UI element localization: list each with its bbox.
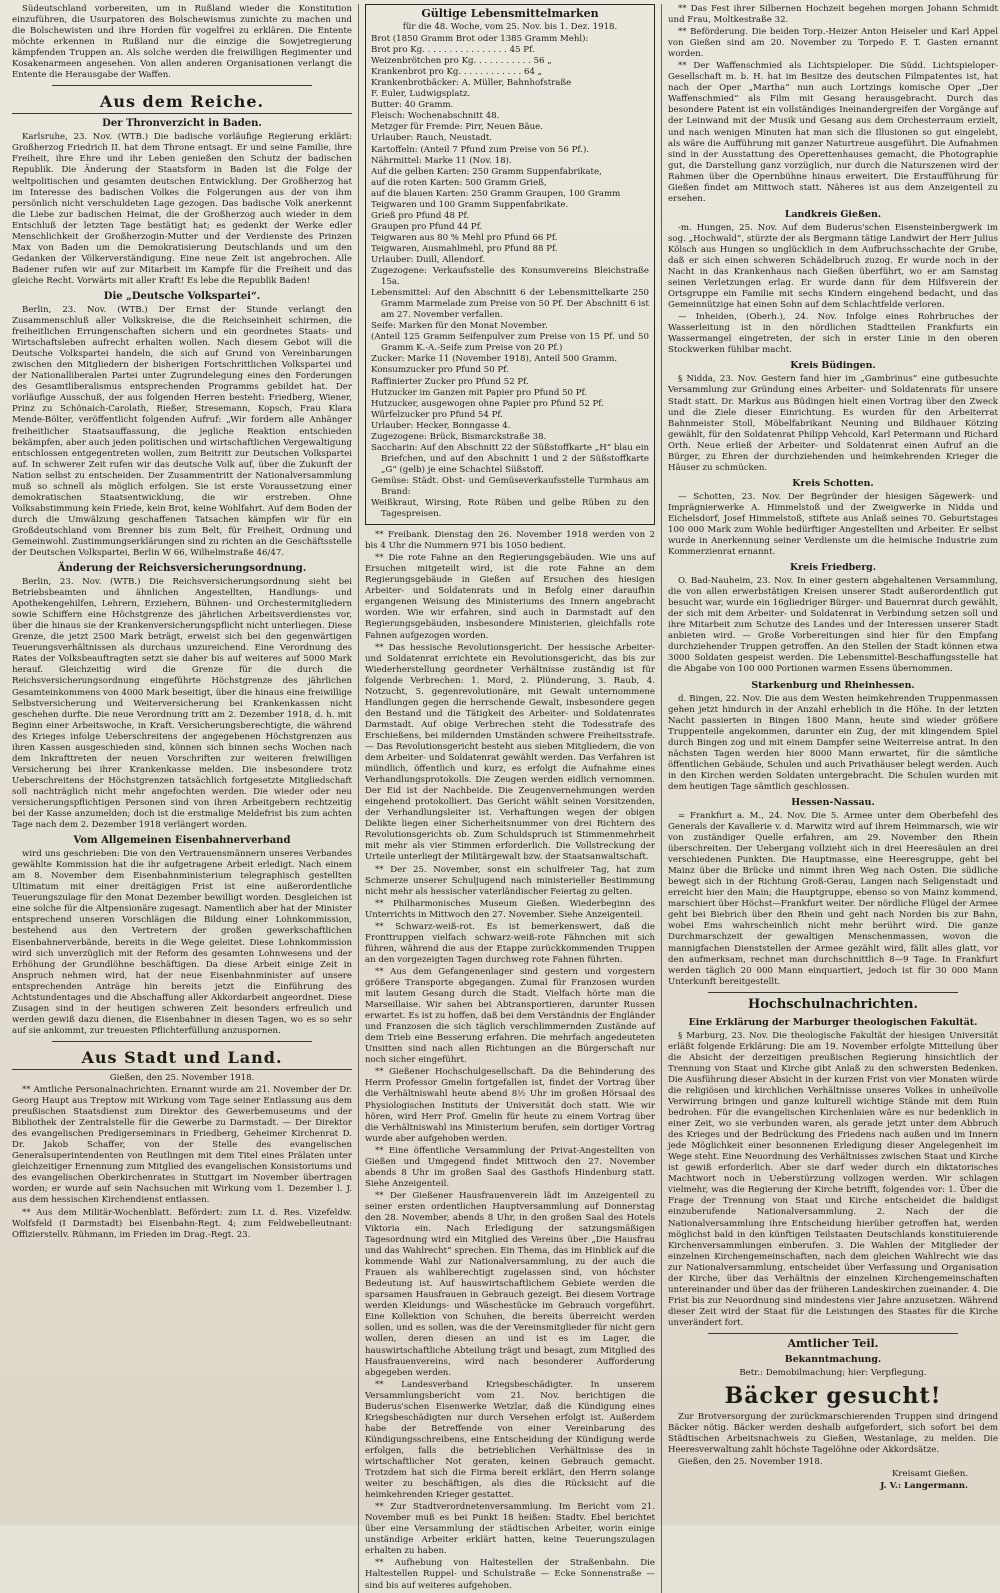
dateline: Gießen, den 25. November 1918. [109, 1072, 255, 1083]
intro-paragraph: Südeutschland vorbereiten, um in Rußland wieder die Konstitution einzuführen, die Usurpatoren des Bolschewismus zunichte zu machen und die Bolschewisten und ihre Horden für vogelfrei zu erklären. Die Entente möchte erkennen in Rußland nur die einzige die Sowjetregierung kämpfenden Truppen an. Als solche werden die freiwilligen Regimenter und Kosakenarmeen angesehen. Von allen anderen Organisationen verlangt die Entente die Herausgabe der Waffen. [12, 4, 352, 81]
bekanntmachung-signature: J. V.: Langermann. [880, 1481, 968, 1492]
section-heading-hochschul: Hochschulnachrichten. [747, 996, 919, 1012]
article-text-nidda: § Nidda, 23. Nov. Gestern fand hier im „Gambrinus“ eine gutbesuchte Versammlung zur Gründung eines Arbeiter- und Soldatenrats für unsere Stadt statt. Dr. Markus aus Büdingen hielt einen Vortrag über den Zweck und die Ziele dieser Einrichtung. Es wurden für den Arbeiterrat Bahnmeister Stoll, Möbelfabrikant Neuning und Bildhauer Kötzing gewählt, für den Soldatenrat Philipp Vehcold, Karl Petermann und Richard Orth. Neue erließ der Arbeiter- und Soldatenrat einen Aufruf an die Bürger, zu Ehren der durchziehenden und heimkehrenden Krieger die Häuser zu schmücken. [668, 374, 998, 473]
article-text-hungen: -m. Hungen, 25. Nov. Auf dem Buderus'schen Eisensteinbergwerk im sog. „Hochwald“, stürzte der als Bergmann tätige Landwirt der Herr Julius Kölsch aus Hungen so unglücklich in dem Aufbruchsschachte der Grube, daß er sich einen schweren Schädelbruch zuzog. Er wurde noch in der Nacht in das Krankenhaus nach Gießen überführt, wo er am Samstag seinen Verletzungen erlag. Er wurde dann für dem Hilfsverein der Ortsgruppe ein Familie mit sechs Kindern eingehend bedacht, und das Gemeinnützige hat einen Sohn auf dem Schlachtfelde verloren. [668, 222, 998, 311]
bekanntmachung-text: Zur Brotversorgung der zurückmarschierenden Truppen sind dringend Bäcker nötig. Bäcker werden deshalb aufgefordert, sich sofort bei dem Städtischen Arbeitsnachweis zu Gießen, Westanlage, zu melden. Die Heeresverwaltung zahlt höchste Tagelöhne oder Akkordsätze. [668, 1412, 998, 1456]
article-heading-marburg: Eine Erklärung der Marburger theologischen Fakultät. [688, 1016, 978, 1028]
separator [52, 1041, 312, 1042]
separator [708, 1333, 958, 1334]
notice-revolutionsgericht: ** Das hessische Revolutionsgericht. Der hessische Arbeiter- und Soldatenrat errichtete ein Revolutionsgericht, das bis zur Wiederherstellung geordneter Verhältnisse zuständig ist für folgende Verbrechen: 1. Mord, 2. Plünderung, 3. Raub, 4. Notzucht, 5. gegenrevolutionäre, mit Gewalt unternommene Handlungen gegen die herrschende Gewalt, insbesondere gegen den Bestand und die Tätigkeit des Arbeiter- und Soldatenrates Darmstadt. Auf obige Verbrechen steht die Todesstrafe des Erschießens, bei mildernden Umständen schwere Freiheitsstrafe. — Das Revolutionsgericht besteht aus sieben Mitgliedern, die von dem Arbeiter- und Soldatenrat gewählt werden. Das Verfahren ist mündlich, öffentlich und kurz, es erfolgt die Aufnahme eines Verhandlungsprotokolls. Die Zeugen werden eidlich vernommen. Der Eid ist der Nachbeide. Die Zeugenvernehmungen werden eingehend protokolliert. Das Gericht wählt seinen Vorsitzenden, der Verhandlungsleiter ist. Verhaftungen wegen der obigen Delikte liegen einer Sicherheitsnummer von drei Richtern des Revolutionsgerichts ob. Zum Schuldspruch ist Stimmenmehrheit mit mehr als vier Stimmen erforderlich. Die Vollstreckung der Urteile unterliegt der Militärgewalt bzw. der Staatsanwaltschaft. [365, 642, 655, 863]
ration-line: Hutzucker im Ganzen mit Papier pro Pfund 50 Pf. [371, 387, 588, 398]
column-left [12, 4, 352, 1593]
ration-line: Kartoffeln: (Anteil 7 Pfund zum Preise von 56 Pf.). [371, 144, 590, 155]
bekanntmachung-office: Kreisamt Gießen. [891, 1469, 968, 1480]
column-rule [358, 4, 359, 1593]
article-text-frankfurt: = Frankfurt a. M., 24. Nov. Die 5. Armee unter dem Oberbefehl des Generals der Kavallerie v. d. Marwitz wird auf ihrem Heimmarsch, wie wir von zuständiger Quelle erfahren, am 29. November den Rhein überschreiten. Der Uebergang vollzieht sich in drei Heeresäulen an drei verschiedenen Punkten. Die Hauptmasse, eine Heeresgruppe, geht bei Mainz über die Brücke und nimmt ihren Weg nach Osten. Die südliche bewegt sich in der Richtung Groß-Gerau, Langen nach Seligenstadt und erreicht hier den Main; die Hauptgruppe, ebenso so von Mainz kommend, marschiert über Höchst—Frankfurt weiter. Der nördliche Flügel der Armee geht bei Biebrich über den Rhein und geht nach Norden bis zur Bahn, wobei Ems wahrscheinlich nicht mehr berührt wird. Die ganze Durchmarschzeit der gewaltigen Menschenmassen, wovon die mannigfachen Dienststellen der Armee gezählt wird, fällt alles glatt, vor den aufmerksam, rechnet man durchschnittlich 8—9 Tage. In Frankfurt werden täglich 20 000 Mann einquartiert, jedoch ist für 30 000 Mann Unterkunft bereitgestellt. [668, 810, 998, 987]
ration-line: Weißkraut, Wirsing, Rote Rüben und gelbe Rüben zu den Tagespreisen. [371, 498, 649, 520]
region-heading-landkreis-giessen: Landkreis Gießen. [784, 208, 882, 220]
ration-line: Gemüse: Städt. Obst- und Gemüseverkaufsstelle Turmhaus am Brand: [371, 475, 649, 497]
ration-line: Urlauber: Hecker, Bonngasse 4. [371, 420, 511, 431]
ration-line: Saccharin: Auf den Abschnitt 22 der Süßstoffkarte „H“ blau ein Briefchen, und auf den Abschnitt 1 und 2 der Süßstoffkarte „G“ (gelb) je eine Schachtel Süßstoff. [371, 442, 649, 475]
ration-box-subtitle: für die 48. Woche, vom 25. Nov. bis 1. Dez. 1918. [402, 22, 618, 32]
ration-line: auf die blauen Karten: 250 Gramm Graupen, 100 Gramm [371, 188, 621, 199]
article-text-bingen: d. Bingen, 22. Nov. Die aus dem Westen heimkehrenden Truppenmassen gehen jetzt hindurch in der Anzahl erheblich in die Höhe. In der letzten Nacht passierten in Bingen 1800 Mann, heute sind wieder größere Truppenteile angekommen, darunter ein Zug, der mit klingendem Spiel durch Bingen zog und mit einem Dampfer seine Weiterreise antrat. In den nächsten Tagen werden hier 8000 Mann erwartet, für die sämtliche öffentlichen Gebäude, Schulen und auch Privathäuser belegt werden. Auch in den Kirchen werden Soldaten untergebracht. Die Schulen wurden mit dem heutigen Tage sämtlich geschlossen. [668, 693, 998, 792]
notice-25-november: ** Der 25. November, sonst ein schulfreier Tag, hat zum Schmerze unserer Schuljugend nach ministerieller Bestimmung nicht mehr als hessischer vaterländischer Feiertag zu gelten. [365, 864, 655, 897]
article-text-bad-nauheim: O. Bad-Nauheim, 23. Nov. In einer gestern abgehaltenen Versammlung, die von allen erwerbstätigen Kreisen unserer Stadt außerordentlich gut besucht war, wurde ein 16gliedriger Bürger- und Bauernrat durch gewählt, der sich mit dem Arbeiter- und Soldatenrat in Verbindung setzen soll und ihre Mitarbeit zum Schutze des Landes und der Interessen unserer Stadt anbieten wird. — Große Vorbereitungen sind hier für den Empfang durchziehender Truppen getroffen. An den Stellen der Stadt können etwa 3000 Soldaten gespeist werden. Die Lebensmittel-Beschaffungsstelle hat die Abgabe von 100 000 Portionen warmen Essens übernommen. [668, 576, 998, 675]
article-text-volkspartei: Berlin, 23. Nov. (WTB.) Der Ernst der Stunde verlangt den Zusammenschluß aller Volkskreise, die die Reichseinheit schirmen, die freiheitlichen Errungenschaften sichern und ein geordnetes Staats- und Wirtschaftsleben aufrecht erhalten wollen. Nach diesem Gebot will die Deutsche Volkspartei handeln, die sich auf Grund von Vereinbarungen zwischen den Mitgliedern der bisherigen Fortschrittlichen Volkspartei und der Nationalliberalen Partei unter Zugrundelegung eines den Forderungen des Gesamtliberalismus entsprechenden Programms gebildet hat. Der vorläufige Ausschuß, der aus folgenden Herren besteht: Friedberg, Wiener, Prinz zu Schönaich-Carolath, Rießer, Stresemann, Kopsch, Frau Klara Mende-Bölter, veröffentlicht folgenden Aufruf: „Wir fordern alle Anhänger freiheitlicher Staatsauffassung, die jegliche Reaktion entschieden bekämpfen, aber auch jeden politischen und wirtschaftlichen Vergewaltigung entschlossen entgegentreten wollen, zum Beitritt zur Deutschen Volkspartei auf. In schwerer Zeit rufen wir das deutsche Volk auf, über die Zukunft der Nation selbst zu entscheiden. Der Zusammentritt der Nationalversammlung muß so schnell als möglich erfolgen. Sie ist erste Voraussetzung einer demokratischen Staatsentwicklung, die wir erstreben. Ohne Volksabstimmung kein Friede, kein Brot, keine Wohlfahrt. Auf dem Boden der durch die Umwälzung geschaffenen Tatsachen kämpfen wir für ein Großdeutschland vom Brenner bis zum Belt, für Freiheit, Ordnung und Gemeinwohl. Zustimmungserklärungen sind zu richten an die Geschäftsstelle der Deutschen Volkspartei, Berlin W 66, Wilhelmstraße 46/47. [12, 304, 353, 559]
ration-line: F. Euler, Ludwigsplatz. [371, 89, 471, 100]
ration-line: Raffinierter Zucker pro Pfund 52 Pf. [371, 376, 529, 387]
article-text-inheiden: — Inheiden, (Oberh.), 24. Nov. Infolge eines Rohrbruches der Wasserleitung ist in den nördlichen Stadtteilen Frankfurts ein Wassermangel eingetreten, der sich in erster Linie in den oberen Stockwerken fühlbar macht. [668, 312, 998, 356]
ration-line: Lebensmittel: Auf den Abschnitt 6 der Lebensmittelkarte 250 Gramm Marmelade zum Preise von 50 Pf. Der Abschnitt 6 ist am 27. November verfallen. [371, 288, 649, 321]
notice-hausfrauenverein: ** Der Gießener Hausfrauenverein lädt im Anzeigenteil zu seiner ersten ordentlichen Hauptversammlung auf Donnerstag den 28. November, abends 8 Uhr, in den großen Saal des Hotels Viktoria ein. Nach Erledigung der satzungsmäßigen Tagesordnung wird ein Mitglied des Vereins über „Die Hausfrau und das Wahlrecht“ sprechen. Ein Thema, das im Hinblick auf die kommende Wahl zur Nationalversammlung, zu der auch die Frauen als wahlberechtigt zugelassen sind, von höchster Bedeutung ist. Auf hauswirtschaftlichem Gebiete werden die sparsamen Hausfrauen in Gebrauch gezeigt. Bei diesem Vortrage werden Kleidungs- und Wäschestücke im Gebrauch vorgeführt. Eine Kollektion von Schuhen, die bereits überreicht werden sollen, und es sollen, was die der Vereinsmitglieder für nicht gern wollen, deren diesen an und ist es im Lager, die hauswirtschaftliche Abteilung trägt und besagt, zum Mitglied des Hausfrauenvereins, wird nach besonderer Aufforderung abgegeben werden. [365, 1190, 655, 1378]
section-heading-amtlich: Amtlicher Teil. [787, 1336, 879, 1350]
article-text-reichsversicherung: Berlin, 23. Nov. (WTB.) Die Reichsversicherungsordnung sieht bei Betriebsbeamten und ähnlichen Angestellten, Handlungs- und Apothekengehilfen, Lehrern, Erziehern, Bühnen- und Orchestermitgliedern sowie Schiffern eine Höchstgrenze des jährlichen Arbeitsverdienstes vor, über die hinaus sie der Krankenversicherungspflicht nicht unterliegen. Diese Grenze, die jetzt 2500 Mark beträgt, erweist sich bei den gegenwärtigen Teuerungsverhältnissen als durchaus unzureichend. Eine Verordnung des Rates der Volksbeauftragten setzt sie daher bis auf weiteres auf 5000 Mark herauf. Gleichzeitig wird die Grenze für die durch die Reichsversicherungsordnung eingeführte Höchstgrenze des jährlichen Gesamteinkommens von 4000 Mark beseitigt, über die hinaus eine freiwillige Selbstversicherung und Weiterversicherung bei Krankenkassen nicht geschehen durfte. Die neue Verordnung tritt am 2. Dezember 1918, d. h. mit Beginn einer Arbeitswoche, in Kraft. Versicherungsberechtigte, die während des Krieges infolge Ueberschreitens der angegebenen Höchstgrenzen aus ihren Kassen ausgeschieden sind, können sich binnen sechs Wochen nach dem Inkrafttreten der neuen Vorschriften zur weiteren freiwilligen Versicherung bei ihrer Krankenkasse melden. Die insbesondere trotz Ueberschreitens der Höchstgrenzen tatsächlich fortgesetzte Mitgliedschaft soll nachträglich nicht mehr angefochten werden. Die wieder oder neu versicherungspflichtigen Personen sind von ihren Arbeitgebern rechtzeitig bei der Kasse anzumelden; doch ist die erstmalige Meldefrist bis zum achten Tage nach dem 2. Dezember 1918 verlängert worden. [12, 577, 352, 831]
section-heading-reich: Aus dem Reiche. [12, 92, 352, 114]
article-text-eisenbahner: wird uns geschrieben: Die von den Vertrauensmännern unseres Verbandes gewählte Kommission hat die ihr aufgetragene Arbeit erledigt. Nach einem am 8. November dem Eisenbahnministerium telegraphisch gestellten Ultimatum mit einer dreitägigen Frist ist eine außerordentliche Teuerungszulage für den Monat Dezember bewilligt worden. Desgleichen ist eine solche für die Altpensionäre zugesagt. Namentlich aber hat der Minister entsprechend unseren Vorschlägen die Bildung einer Lohnkommission, bestehend aus den Vertretern der großen gewerkschaftlichen Eisenbahnerverbände, bereits in die Wege geleitet. Diese Lohnkommission wird sich unverzüglich mit der Reform des gesamten Lohnwesens und der Erhöhung der Grundlöhne beschäftigen. Da diese Arbeit einige Zeit in Anspruch nehmen wird, hat der neue Eisenbahnminister auf unsere entsprechenden Anträge hin bereits jetzt die Einführung des Achtstundentages und die Abschaffung aller Akkordarbeit angeordnet. Diese Zusagen sind in der heutigen schweren Zeit besonders erfreulich und werden gewiß dazu dienen, die Eisenbahner in diesen Tagen, wo es so sehr auf sie ankommt, zur treuesten Pflichterfüllung anzuspornen. [12, 849, 352, 1036]
notice-schwarz-weiss-rot: ** Schwarz-weiß-rot. Es ist bemerkenswert, daß die Fronttruppen vielfach schwarz-weiß-rote Fähnchen mit sich führen, während die aus der Etappe zurückkommenden Truppen an den vorgezeigten Tagen durchweg rote Fahnen führten. [365, 921, 655, 965]
ration-line: Teigwaren, Ausmahlmehl, pro Pfund 88 Pf. [371, 243, 558, 254]
ration-line: Konsumzucker pro Pfund 50 Pf. [371, 365, 509, 376]
ration-line: (Anteil 125 Gramm Seifenpulver zum Preise von 15 Pf. und 50 Gramm K.-A.-Seife zum Preise von 20 Pf.) [371, 332, 649, 354]
ration-card-box [365, 4, 655, 525]
ration-line: Nährmittel: Marke 11 (Nov. 18). [371, 155, 512, 166]
region-heading-schotten: Kreis Schotten. [792, 477, 874, 489]
ration-line: Brot (1850 Gramm Brot oder 1385 Gramm Mehl): [371, 34, 589, 45]
ration-line: Fleisch: Wochenabschnitt 48. [371, 111, 500, 122]
section-heading-stadt: Aus Stadt und Land. [12, 1048, 352, 1070]
separator [708, 992, 958, 993]
ration-line: Butter: 40 Gramm. [371, 100, 454, 111]
notice-haltestellen: ** Aufhebung von Haltestellen der Straßenbahn. Die Haltestellen Ruppel- und Schulstraße — Ecke Sonnenstraße — sind bis auf weiteres aufgehoben. [365, 1558, 655, 1591]
region-heading-buedingen: Kreis Büdingen. [790, 360, 876, 372]
ration-line: Hutzucker, ausgewogen ohne Papier pro Pfund 52 Pf. [371, 398, 604, 409]
ration-line: Metzger für Fremde: Pirr, Neuen Bäue. [371, 122, 543, 133]
article-heading-reichsversicherung: Änderung der Reichsversicherungsordnung. [57, 563, 307, 575]
ration-line: Auf die gelben Karten: 250 Gramm Suppenfabrikate, [371, 166, 602, 177]
column-middle [365, 4, 655, 1593]
notice-stadtverordnete: ** Zur Stadtverordnetenversammlung. Im Bericht vom 21. November muß es bei Punkt 18 heißen: Stadtv. Ebel berichtet über eine Versammlung der städtischen Arbeiter, worin einige unständige Arbeiter erklärt hatten, keine Teuerungszulagen erhalten zu haben. [365, 1502, 655, 1557]
ration-line: Krankenbrot pro Kg. . . . . . . . . . . . 64 „ [371, 67, 543, 78]
ration-line: Brot pro Kg. . . . . . . . . . . . . . . . 45 Pf. [371, 45, 535, 56]
ration-box-title: Gültige Lebensmittelmarken [421, 7, 599, 20]
ration-box-lines [371, 34, 649, 520]
notice-gefangenenlager: ** Aus dem Gefangenenlager sind gestern und vorgestern größere Transporte abgegangen. Zumal für Franzosen wurden mit lautem Gesang durch die Stadt. Vielfach hörte man die Marseillaise. Wir sahen bei Abtransportieren, darunter Russen erwartet. Es ist zu hoffen, daß bei dem Verständnis der Engländer und Franzosen die sich täglich verschlimmernden Zustände auf dem Trieb eine Besserung erfahren. Die mehrfach angedeuteten Unsitten sind nach allen Richtungen an die Bürgerschaft nur noch sicher eingeführt. [365, 966, 655, 1066]
article-heading-volkspartei: Die „Deutsche Volkspartei“. [103, 290, 261, 302]
region-heading-starkenburg: Starkenburg und Rheinhessen. [751, 679, 915, 691]
region-heading-friedberg: Kreis Friedberg. [790, 562, 876, 574]
article-heading-eisenbahner: Vom Allgemeinen Eisenbahnerverband [73, 835, 291, 847]
ration-line: Urlauber: Rauch, Neustadt. [371, 133, 493, 144]
bekanntmachung-betreff: Betr.: Demobilmachung; hier: Verpflegung. [739, 1367, 927, 1378]
article-heading-baden: Der Thronverzicht in Baden. [102, 118, 262, 130]
ration-line: Teigwaren aus 80 % Mehl pro Pfund 66 Pf. [371, 232, 558, 243]
ration-line: Urlauber: Duill, Allendorf. [371, 254, 485, 265]
article-text-marburg: § Marburg, 23. Nov. Die theologische Fakultät der hiesigen Universität erläßt folgende Erklärung: Die am 19. November erfolgte Mitteilung über die Absicht der derzeitigen preußischen Regierung hinsichtlich der Trennung von Staat und Kirche gibt Anlaß zu den schwersten Bedenken. Die Ausführung dieser Absicht in der kurzen Frist von vier Monaten würde die religiösen und kirchlichen Verhältnisse unseres Volkes in unheilvolle Verwirrung bringen und ganze kulturell wichtige Stände mit dem Ruin bedrohen. Für die evangelischen Kirchenlaien wäre es nur bedenklich in einer Zeit, wo sie verbunden waren, als gerade jetzt unter dem Abbruch des Krieges und der Bedrückung des Friedens nach außen und im Innern jede Möglichkeit einer besonnenen Erledigung dieser Angelegenheit im Wege steht. Eine Neuordnung des Verhältnisses zwischen Staat und Kirche ist gewiß erforderlich. Aber sie darf weder durch ein diktatorisches Machtwort noch in Ueberstürzung vollzogen werden. Wir schlagen vielmehr, was die Regierung der Kirche betrifft, folgendes vor: 1. Über die Frage der Trennung von Staat und Kirche entscheidet die baldigst einzuberufende Nationalversammlung. 2. Nach der die Nationalversammlung ihre Entscheidung hierüber getroffen hat, werden möglichst bald in den künftigen Teilstaaten Deutschlands konstituierende Kirchenversammlungen einberufen. 3. Die Wahlen der Mitglieder der einzelnen Kirchengemeinschaften, nach dem gleichen Wahlrecht wie das zur Nationalversammlung, entscheidet über Verfassung und Organisation der Kirche, über das Verhältnis der einzelnen Kirchengemeinschaften untereinander und über das der früheren Landeskirchen zueinander. 4. Die Frist bis zur Neuordnung sind mindestens vier Jahre anzusetzen. Während dieser Zeit wird der Staat für die Leistungen des Staates für die Kirche unverändert fort. [668, 1030, 998, 1328]
ration-line: Zucker: Marke 11 (November 1918), Anteil 500 Gramm. [371, 354, 618, 365]
ration-line: Zugezogene: Verkaufsstelle des Konsumvereins Bleichstraße 15a. [371, 266, 649, 288]
ration-line: Teigwaren und 100 Gramm Suppenfabrikate. [371, 199, 569, 210]
ration-line: Graupen pro Pfund 44 Pf. [371, 221, 483, 232]
article-text-militaer: ** Aus dem Militär-Wochenblatt. Befördert: zum Lt. d. Res. Vizefeldw. Wolfsfeld (I Darmstadt) bei Eisenbahn-Regt. 4; zum Feldwebelleutnant: Offizierstellv. Rühmann, im Frieden im Drag.-Regt. 23. [12, 1207, 352, 1240]
notice-versammlung: ** Eine öffentliche Versammlung der Privat-Angestellten von Gießen und Umgegend findet Mittwoch den 27. November abends 8 Uhr im großen Saal des Gasthofs Hindenburg statt. Siehe Anzeigenteil. [365, 1145, 655, 1189]
notice-hochschulgesellschaft: ** Gießener Hochschulgesellschaft. Da die Behinderung des Herrn Professor Gmelin fortgefallen ist, findet der Vortrag über die Verhältniswahl heute abend 8½ Uhr im großen Hörsaal des Physiologischen Instituts der Universität doch statt. Wie wir hören, wird Herr Prof. Gmelin für heute zu einem Vortrag über die Verhältniswahl ins Ministerium berufen, sein dortiger Vortrag wurde aber aufgehoben werden. [365, 1067, 655, 1144]
notice-kriegsbeschaedigte: ** Landesverband Kriegsbeschädigter. In unserem Versammlungsbericht vom 21. Nov. berichtigen die Buderus'schen Eisenwerke Wetzlar, daß die Kündigung eines Kriegsbeschädigten nur durch Versehen erfolgt ist. Außerdem habe der Betreffende von einer Vereinbarung des Kündigungsschreibens, eine Entscheidung der Kündigung werde erfolgen, falls die betrieblichen Verhältnisse des in wirtschaftlicher Not geraten, keinen Gebrauch gemacht. Trotzdem hat sich die Firma bereit erklärt, den Herrn solange weiter zu beschäftigen, als dies die Rücksicht auf die heimkehrenden Krieger gestattet. [365, 1379, 655, 1501]
ration-line: Würfelzucker pro Pfund 54 Pf. [371, 409, 503, 420]
ration-line: Weizenbrötchen pro Kg. . . . . . . . . . . 56 „ [371, 56, 552, 67]
ration-line: Zugezogene: Brück, Bismarckstraße 38. [371, 431, 547, 442]
notice-rote-fahne: ** Die rote Fahne an den Regierungsgebäuden. Wie uns auf Ersuchen mitgeteilt wird, ist die rote Fahne an dem Regierungsgebäude in Gießen auf Ersuchen des hiesigen Arbeiter- und Soldatenrats und in Befolg einer daraufhin ergangenen Weisung des Ministeriums des Innern angebracht worden. Wie wir erfahren, sind auch in Darmstadt auf den Regierungsgebäuden, insbesondere Ministerien, gleichfalls rote Fahnen aufgezogen worden. [365, 553, 655, 641]
article-text-schotten: — Schotten, 23. Nov. Der Begründer der hiesigen Sägewerk- und Imprägnierwerke A. Himmelstoß und der Zweigwerke in Nidda und Eichelsdorf, Josef Himmelstoß, stiftete aus Anlaß seines 70. Geburtstages 100 000 Mark zum Wohle bedürftiger Angestellten und Arbeiter. Er selbst wurde in Anerkennung seiner Verdienste um die heimische Industrie zum Kommerzienrat ernannt. [668, 491, 998, 558]
separator [52, 85, 312, 86]
ration-line: Seife: Marken für den Monat November. [371, 321, 548, 332]
notice-waffenschmied: ** Der Waffenschmied als Lichtspieloper. Die Südd. Lichtspieloper-Gesellschaft m. b. H. hat im Besitze des deutschen Filmpatentes ist, hat nach der Oper „Martha“ nun auch Lortzings komische Oper „Der Waffenschmied“ als Film mit Gesang herausgebracht. Durch das besondere Patent ist ein vollständiges Ineinandergreifen der Vorgänge auf der Leinwand mit der Musik und Gesang aus dem Orchesterraum erzielt, und nach wenigen Minuten hat man sich die Illusionen so gut eingelebt, als wäre die Aufführung mit ganzer Naturtreue ausgeführt. Die Aufnahmen sind in der Ausstattung des Operettenhauses gemacht, die Photographie gut, die Darstellung ganz vorzüglich, nur durch die Naturszenen wird der Rahmen über die Opernbühne hinaus erweitert. Die Erstaufführung für Gießen findet am Mittwoch statt. Näheres ist aus dem Anzeigenteil zu ersehen. [668, 61, 998, 204]
article-text-baden: Karlsruhe, 23. Nov. (WTB.) Die badische vorläufige Regierung erklärt: Großherzog Friedrich II. hat dem Throne entsagt. Er und seine Familie, ihre Freiheit, ihre Ehre und ihr Leben genießen den Schutz der badischen Republik. Die Änderung der Staatsform in Baden ist die Folge der weltpolitischen und gesamten deutschen Entwicklung. Der Großherzog hat im Interesse des badischen Volkes die Folgerungen aus der von ihm persönlich nicht verschuldeten Lage gezogen. Das badische Volk anerkennt die Liebe zur badischen Heimat, die der Großherzog auch wieder in dem Entschluß der letzten Tage bestätigt hat; es gedenkt der Werke edler Menschlichkeit der Großherzogin-Mutter und der Verdienste des Prinzen Max von Baden um die Demokratisierung Deutschlands und um den Gedanken der Völkerverständigung. Eine neue Zeit ist angebrochen. Alle Badener rufen wir auf zur Mitarbeit im Kampfe für die Freiheit und das gleiche Recht. Vorwärts mit aller Kraft! Es lebe die Republik Baden! [12, 132, 352, 286]
region-heading-hessen-nassau: Hessen-Nassau. [791, 796, 875, 808]
notice-befoerderung: ** Beförderung. Die beiden Torp.-Heizer Anton Heiseler und Karl Appel von Gießen sind am 20. November zu Torpedo F. T. Gasten ernannt worden. [668, 27, 998, 60]
bekanntmachung-heading: Bekanntmachung. [784, 1353, 882, 1365]
notice-museum: ** Philharmonisches Museum Gießen. Wiederbeginn des Unterrichts in Mittwoch den 27. November. Siehe Anzeigenteil. [365, 898, 655, 920]
baecker-headline: Bäcker gesucht! [724, 1383, 942, 1410]
column-rule [661, 4, 662, 1593]
notice-freibank: ** Freibank. Dienstag den 26. November 1918 werden von 2 bis 4 Uhr die Nummern 971 bis 1050 bedient. [365, 530, 655, 552]
bekanntmachung-date: Gießen, den 25. November 1918. [678, 1457, 823, 1468]
ration-line: auf die roten Karten: 500 Gramm Grieß, [371, 177, 547, 188]
ration-line: Grieß pro Pfund 48 Pf. [371, 210, 470, 221]
article-text-personal: ** Amtliche Personalnachrichten. Ernannt wurde am 21. November der Dr. Georg Haupt aus Treptow mit Wirkung vom Tage seiner Entlassung aus dem preußischen Staatsdienst zum Direktor des Gewerbemuseums und der Bibliothek der Zentralstelle für die Gewerbe zu Darmstadt. — Der Direktor des evangelischen Predigerseminars in Friedberg, Geheimer Kirchenrat D. Dr. Jakob Schaffer, von der Stelle des evangelischen Generalsuperintendenten von Reutlingen mit dem Titel eines Prälaten unter gleichzeitiger Ernennung zum Mitglied des evangelischen Konsistoriums und des evangelischen Oberkirchenrates in Stuttgart im November übertragen worden; er wurde auf sein Nachsuchen mit Wirkung vom 1. Dezember l. J. aus dem hessischen Kirchendienst entlassen. [12, 1084, 352, 1206]
notice-silberhochzeit: ** Das Fest ihrer Silbernen Hochzeit begehen morgen Johann Schmidt und Frau, Moltkestraße 32. [668, 4, 998, 26]
ration-line: Krankenbrotbäcker: A. Müller, Bahnhofstraße [371, 78, 572, 89]
column-right [668, 4, 998, 1593]
